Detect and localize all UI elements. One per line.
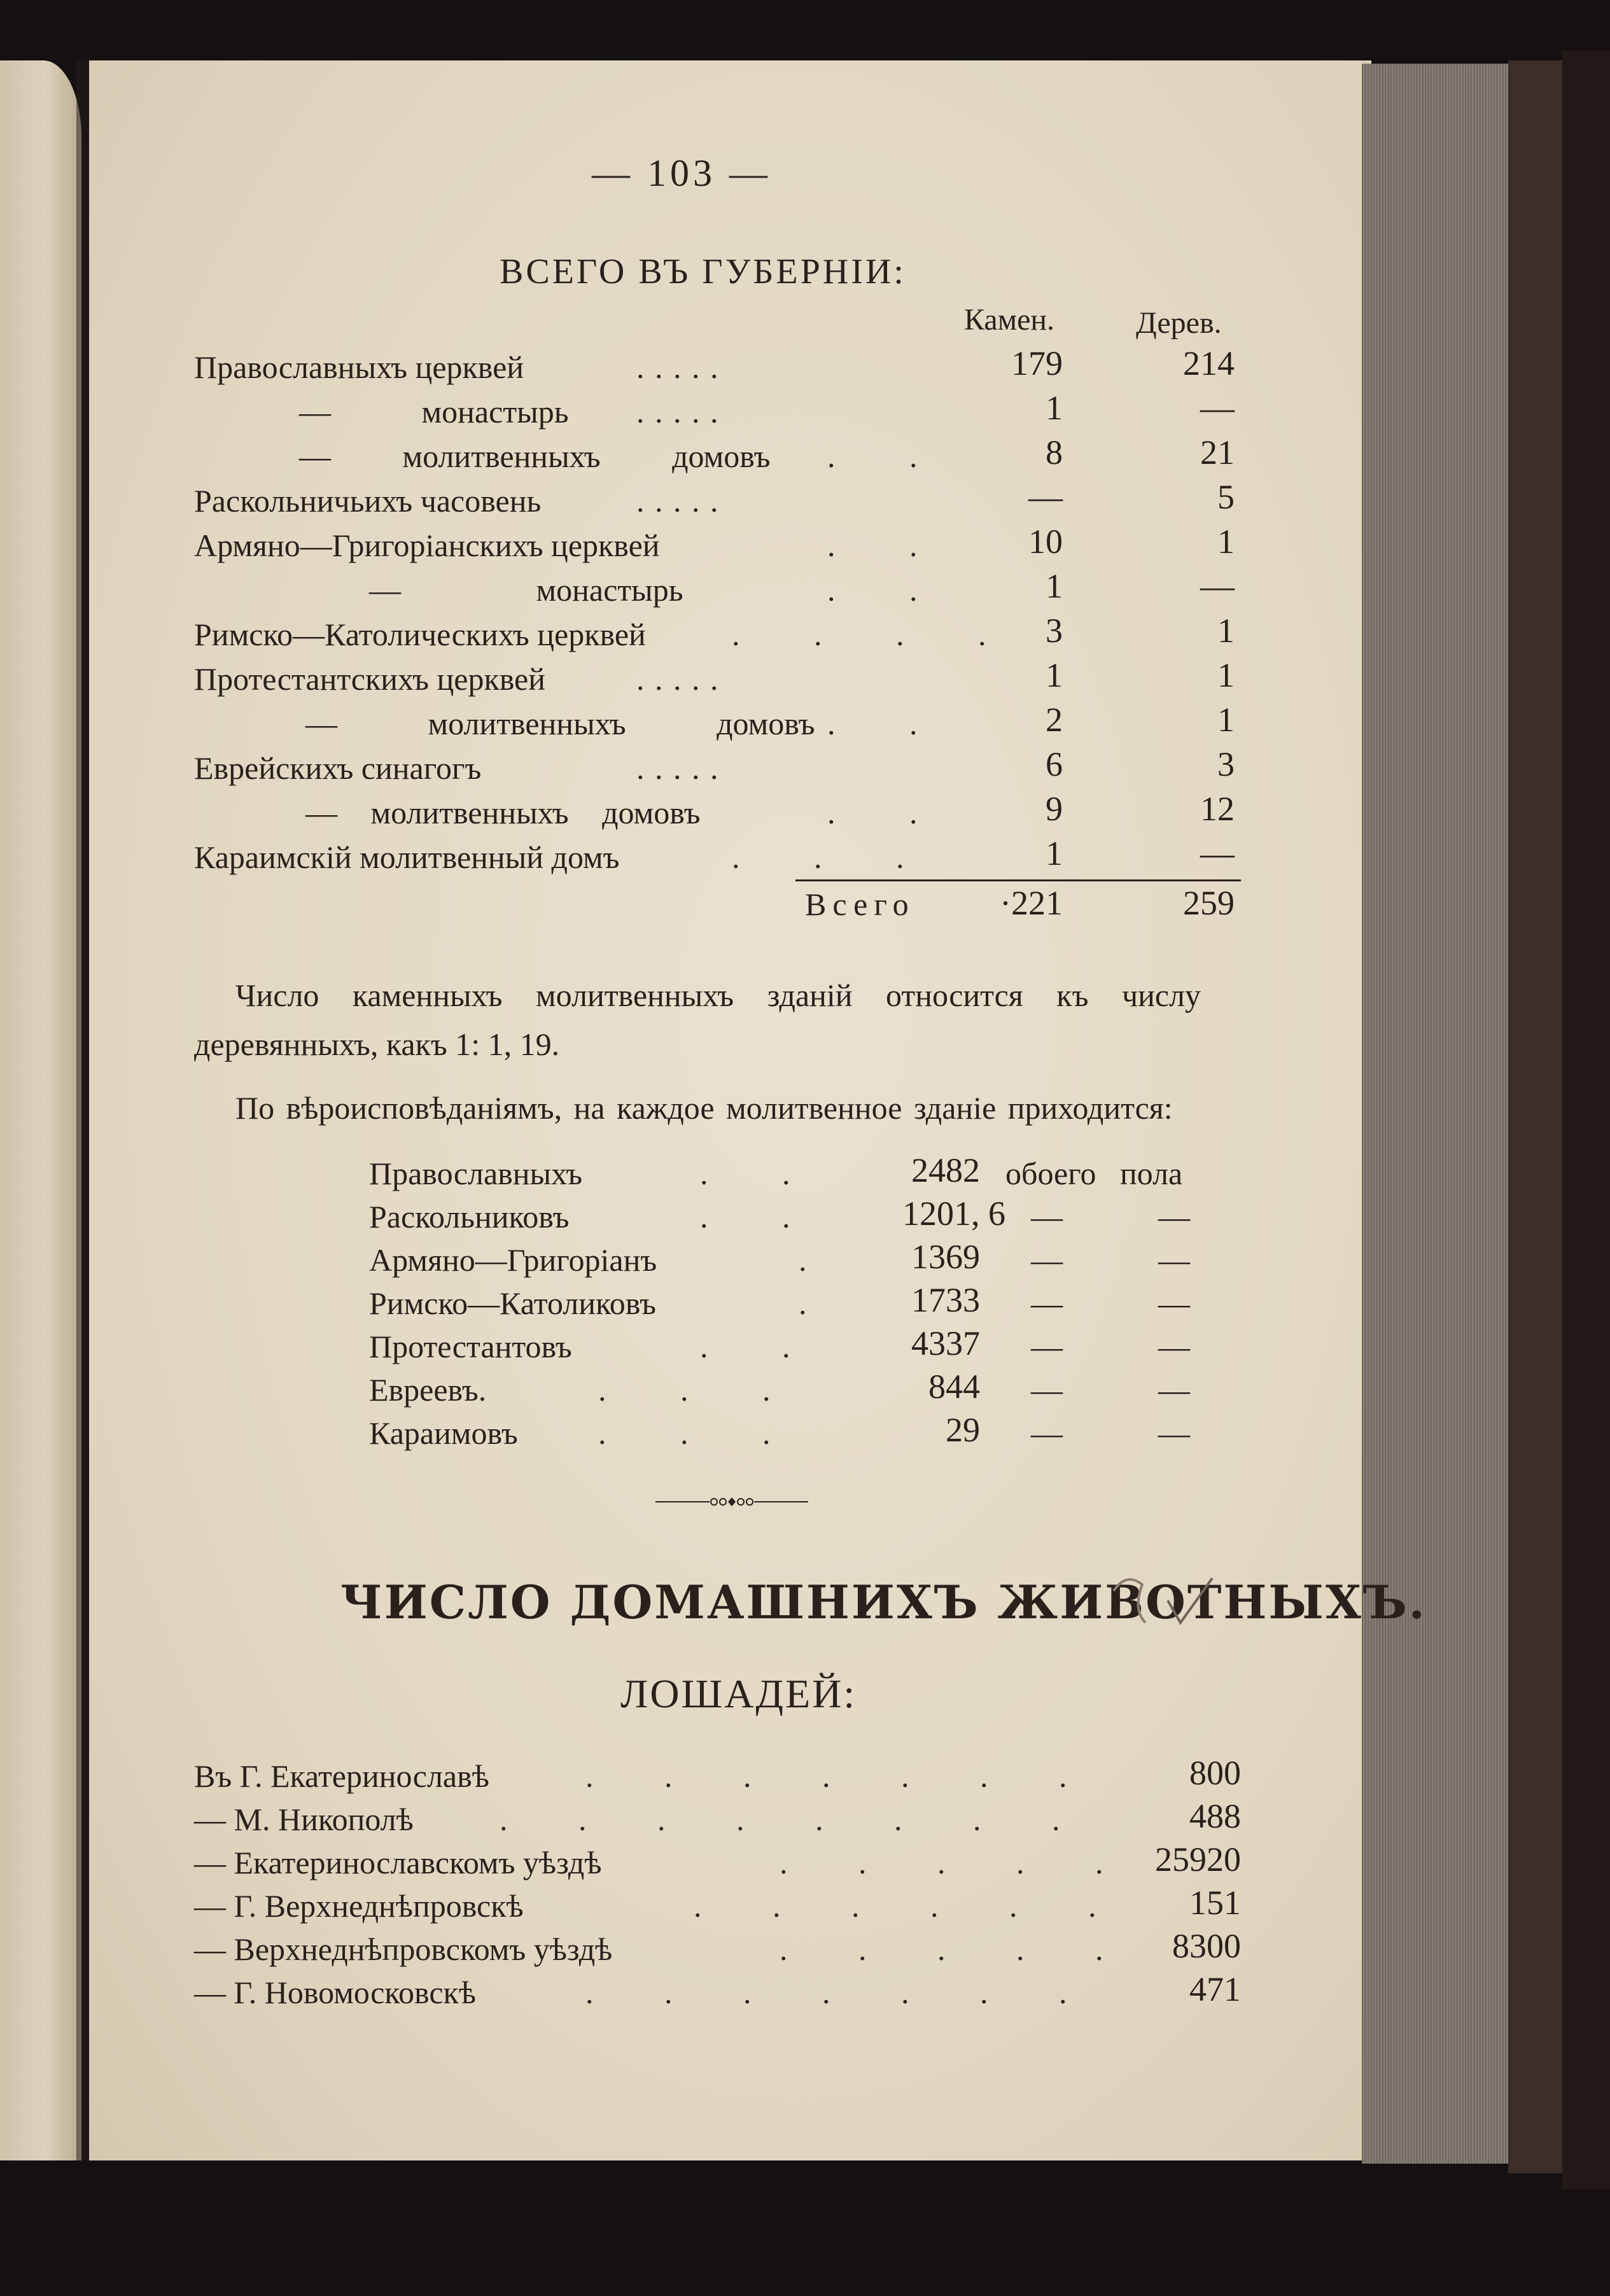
stone-value: 3 [1046, 612, 1063, 650]
faith-col2: — [1158, 1242, 1190, 1278]
column-header-stone: Камен. [964, 303, 1055, 337]
wood-value: 12 [1200, 790, 1235, 828]
faith-row-label: Караимовъ [369, 1415, 518, 1451]
faith-value: 1369 [911, 1238, 980, 1276]
stone-value: 1 [1046, 567, 1063, 605]
horse-row-label: — Верхнеднѣпровскомъ уѣздѣ [194, 1931, 613, 1967]
left-page-edge [0, 60, 81, 2160]
horses-title: ЛОШАДЕЙ: [620, 1671, 857, 1716]
faith-col1: — [1031, 1285, 1063, 1321]
wood-value: 1 [1217, 701, 1235, 739]
book-cover-edge [1508, 60, 1569, 2173]
wood-value: 1 [1217, 612, 1235, 650]
table-row-label: Армяно—Григоріанскихъ церквей [194, 528, 660, 563]
table-row-label: Караимскій молитвенный домъ [194, 839, 620, 875]
stone-value: 179 [1011, 344, 1063, 382]
stone-value: 9 [1046, 790, 1063, 828]
section-title: ВСЕГО ВЪ ГУБЕРНІИ: [500, 252, 906, 291]
wood-value: 214 [1183, 344, 1235, 382]
total-stone: ·221 [1000, 884, 1063, 922]
leader-dots: . . . . . . . [585, 1975, 1068, 2010]
horse-value: 471 [1189, 1970, 1241, 2008]
faith-col1: — [1031, 1372, 1063, 1408]
stone-value: 6 [1046, 745, 1063, 783]
stone-value: 10 [1028, 522, 1063, 561]
faith-col1: — [1031, 1199, 1063, 1235]
leader-dots: . . . [598, 1415, 772, 1451]
leader-dots: . . . . . [636, 661, 720, 697]
faith-col2: — [1158, 1329, 1190, 1364]
wood-value: 3 [1217, 745, 1235, 783]
leader-dots: . . . [598, 1372, 772, 1408]
table-row-label: Еврейскихъ синагогъ [194, 750, 482, 786]
horse-value: 151 [1189, 1884, 1241, 1922]
animals-title: ЧИСЛО ДОМАШНИХЪ ЖИВОТНЫХЪ. [340, 1575, 1427, 1629]
table-row-label: — монастырь [369, 572, 683, 608]
faith-row-label: Раскольниковъ [369, 1199, 570, 1235]
faith-row-label: Евреевъ. [369, 1372, 487, 1408]
wood-value: 21 [1200, 433, 1235, 472]
faith-value: 1733 [911, 1281, 980, 1319]
table-row-label: Раскольничьихъ часовень [194, 483, 542, 519]
faith-col2: — [1158, 1415, 1190, 1451]
leader-dots: . . [827, 528, 919, 563]
faith-col2: — [1158, 1285, 1190, 1321]
faith-value: 844 [928, 1368, 980, 1406]
leader-dots: . . . . . [636, 483, 720, 519]
faith-col1: обоего [1005, 1156, 1096, 1191]
table-row-label: — молитвенныхъ домовъ [299, 438, 771, 474]
faith-value: 1201, 6 [902, 1194, 1005, 1233]
leader-dots: . . [700, 1156, 792, 1191]
horse-row-label: — М. Никополѣ [194, 1802, 414, 1837]
faith-col2: — [1158, 1372, 1190, 1408]
table-row-label: Римско—Католическихъ церквей [194, 617, 646, 652]
stone-value: 1 [1046, 656, 1063, 694]
total-rule [795, 879, 1241, 881]
ornament-divider [655, 1492, 808, 1511]
horse-row-label: Въ Г. Екатеринославѣ [194, 1758, 489, 1794]
table-row-label: — монастырь [299, 394, 569, 430]
table-row-label: Православныхъ церквей [194, 349, 524, 385]
horse-value: 488 [1189, 1797, 1241, 1835]
leader-dots: . . [827, 706, 919, 741]
wood-value: — [1200, 389, 1235, 427]
leader-dots: . . . . [732, 617, 988, 652]
faith-row-label: Православныхъ [369, 1156, 583, 1191]
table-row-label: — молитвенныхъ домовъ [305, 795, 701, 830]
horse-value: 8300 [1172, 1927, 1241, 1965]
leader-dots: . . [827, 572, 919, 608]
table-row-label: — молитвенныхъ домовъ [305, 706, 815, 741]
wood-value: 5 [1217, 478, 1235, 516]
faith-col2: — [1158, 1199, 1190, 1235]
wood-value: — [1200, 834, 1235, 872]
table-row-label: Протестантскихъ церквей [194, 661, 546, 697]
stone-value: 8 [1046, 433, 1063, 472]
leader-dots: . . [827, 795, 919, 830]
faith-row-label: Протестантовъ [369, 1329, 572, 1364]
wood-value: 1 [1217, 656, 1235, 694]
total-label: Всего [805, 886, 915, 922]
faith-row-label: Римско—Католиковъ [369, 1285, 656, 1321]
faith-col1: — [1031, 1415, 1063, 1451]
leader-dots: . . . [732, 839, 906, 875]
page-number: — 103 — [592, 152, 771, 194]
faith-value: 2482 [911, 1151, 980, 1189]
leader-dots: . . . . . . . . [500, 1802, 1061, 1837]
leader-dots: . . [827, 438, 919, 474]
faith-col2: пола [1120, 1156, 1183, 1191]
leader-dots: . . [700, 1329, 792, 1364]
leader-dots: . . . . . [636, 394, 720, 430]
pencil-check-mark [1107, 1565, 1222, 1635]
faith-value: 29 [946, 1411, 980, 1449]
leader-dots: . . . . . [780, 1931, 1105, 1967]
book-cover-back [1562, 51, 1610, 2189]
faith-paragraph: По вѣроисповѣданіямъ, на каждое молитвенное зданіе приходится: [235, 1090, 1173, 1126]
ratio-paragraph-line1: Число каменныхъ молитвенныхъ зданій относится къ числу [235, 977, 1201, 1013]
leader-dots: . . . . . [636, 750, 720, 786]
leader-dots: . . . . . . [694, 1888, 1098, 1924]
horse-value: 25920 [1155, 1840, 1241, 1879]
faith-col1: — [1031, 1329, 1063, 1364]
leader-dots: . [799, 1242, 808, 1278]
stone-value: 1 [1046, 389, 1063, 427]
horse-row-label: — Г. Новомосковскѣ [194, 1975, 476, 2010]
leader-dots: . . . . . . . [585, 1758, 1068, 1794]
horse-row-label: — Екатеринославскомъ уѣздѣ [194, 1845, 602, 1880]
wood-value: 1 [1217, 522, 1235, 561]
wood-value: — [1200, 567, 1235, 605]
page-block-edge [1362, 64, 1515, 2164]
leader-dots: . . . . . [636, 349, 720, 385]
faith-value: 4337 [911, 1324, 980, 1362]
stone-value: 2 [1046, 701, 1063, 739]
horse-row-label: — Г. Верхнеднѣпровскѣ [194, 1888, 524, 1924]
column-header-wood: Дерев. [1136, 306, 1222, 340]
horse-value: 800 [1189, 1754, 1241, 1792]
leader-dots: . . . . . [780, 1845, 1105, 1880]
total-wood: 259 [1183, 884, 1235, 922]
leader-dots: . . [700, 1199, 792, 1235]
stone-value: 1 [1046, 834, 1063, 872]
leader-dots: . [799, 1285, 808, 1321]
ratio-paragraph-line2: деревянныхъ, какъ 1: 1, 19. [194, 1026, 560, 1062]
faith-col1: — [1031, 1242, 1063, 1278]
faith-row-label: Армяно—Григоріанъ [369, 1242, 657, 1278]
stone-value: — [1028, 478, 1063, 516]
